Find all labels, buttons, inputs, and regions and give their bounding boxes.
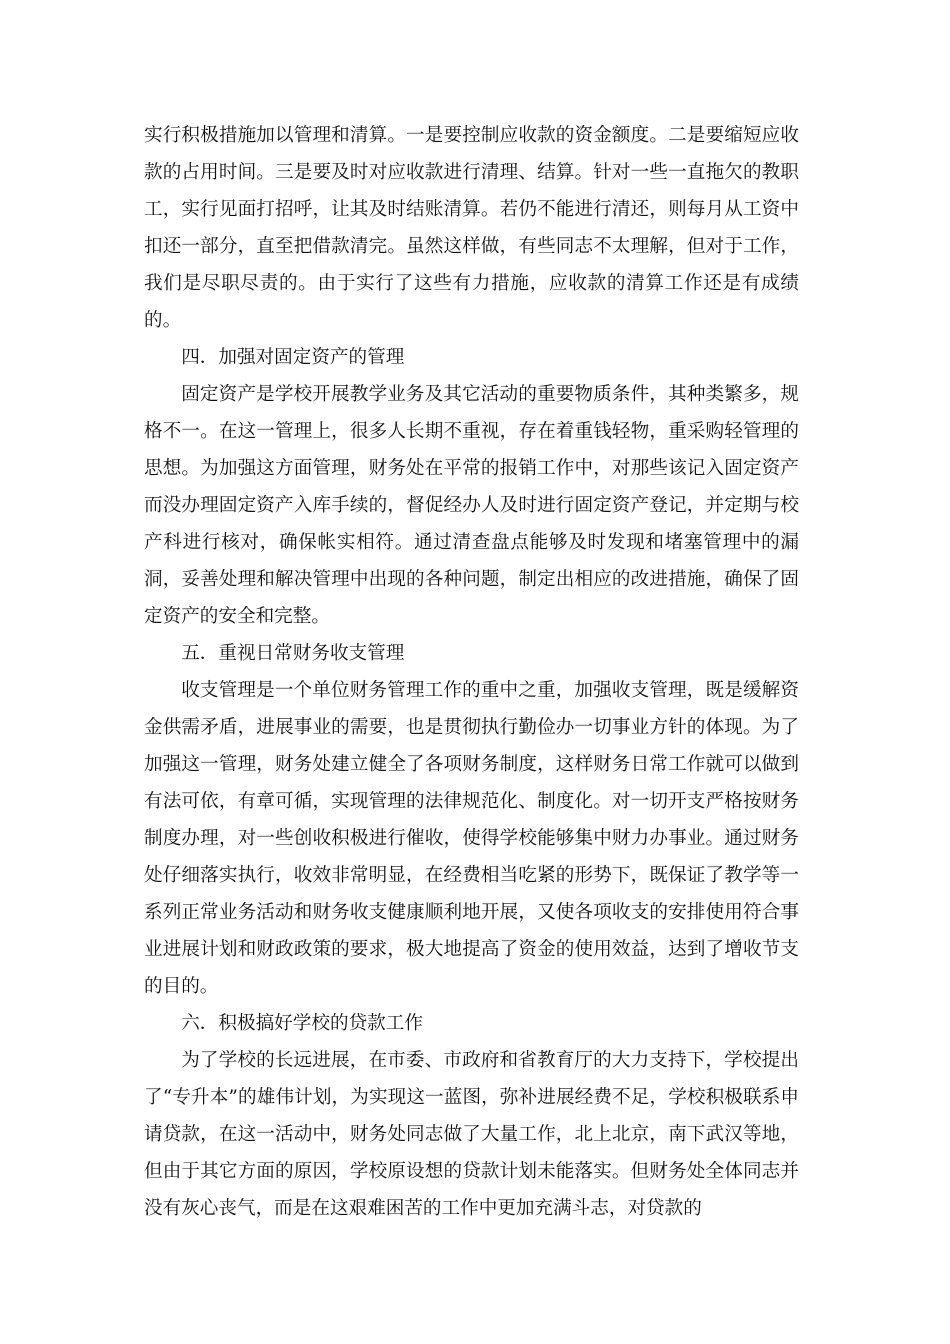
section-heading-fixed-assets: 四．加强对固定资产的管理: [181, 347, 405, 368]
section-heading-revenue-expenditure: 五．重视日常财务收支管理: [181, 643, 405, 664]
paragraph-revenue-expenditure: 收支管理是一个单位财务管理工作的重中之重，加强收支管理，既是缓解资金供需矛盾，进展事业的需要，也是贯彻执行勤俭办一切事业方针的体现。为了加强这一管理，财务处建立健全了各项财务制度，这样财务日常工作就可以做到有法可依，有章可循，实现管理的法律规范化、制度化。对一切开支严格按财务制度办理，对一些创收积极进行催收，使得学校能够集中财力办事业。通过财务处仔细落实执行，收效非常明显，在经费相当吃紧的形势下，既保证了教学等一系列正常业务活动和财务收支健康顺利地开展，又使各项收支的安排使用符合事业进展计划和财政政策的要求，极大地提高了资金的使用效益，达到了增收节支的目的。: [144, 680, 799, 997]
document-page: [144, 117, 799, 1227]
section-heading-loans: 六．积极搞好学校的贷款工作: [181, 1013, 423, 1034]
paragraph-fixed-assets: 固定资产是学校开展教学业务及其它活动的重要物质条件，其种类繁多，规格不一。在这一管理上，很多人长期不重视，存在着重钱轻物，重采购轻管理的思想。为加强这方面管理，财务处在平常的报销工作中，对那些该记入固定资产而没办理固定资产入库手续的，督促经办人及时进行固定资产登记，并定期与校产科进行核对，确保帐实相符。通过清查盘点能够及时发现和堵塞管理中的漏洞，妥善处理和解决管理中出现的各种问题，制定出相应的改进措施，确保了固定资产的安全和完整。: [144, 384, 799, 627]
paragraph-receivables-continued: 实行积极措施加以管理和清算。一是要控制应收款的资金额度。二是要缩短应收款的占用时间。三是要及时对应收款进行清理、结算。针对一些一直拖欠的教职工，实行见面打招呼，让其及时结账清算。若仍不能进行清还，则每月从工资中扣还一部分，直至把借款清完。虽然这样做，有些同志不太理解，但对于工作，我们是尽职尽责的。由于实行了这些有力措施，应收款的清算工作还是有成绩的。: [144, 125, 799, 331]
paragraph-loans: 为了学校的长远进展，在市委、市政府和省教育厅的大力支持下，学校提出了“专升本”的雄伟计划，为实现这一蓝图，弥补进展经费不足，学校积极联系申请贷款，在这一活动中，财务处同志做了大量工作，北上北京，南下武汉等地，但由于其它方面的原因，学校原设想的贷款计划未能落实。但财务处全体同志并没有灰心丧气，而是在这艰难困苦的工作中更加充满斗志，对贷款的: [144, 1050, 799, 1219]
